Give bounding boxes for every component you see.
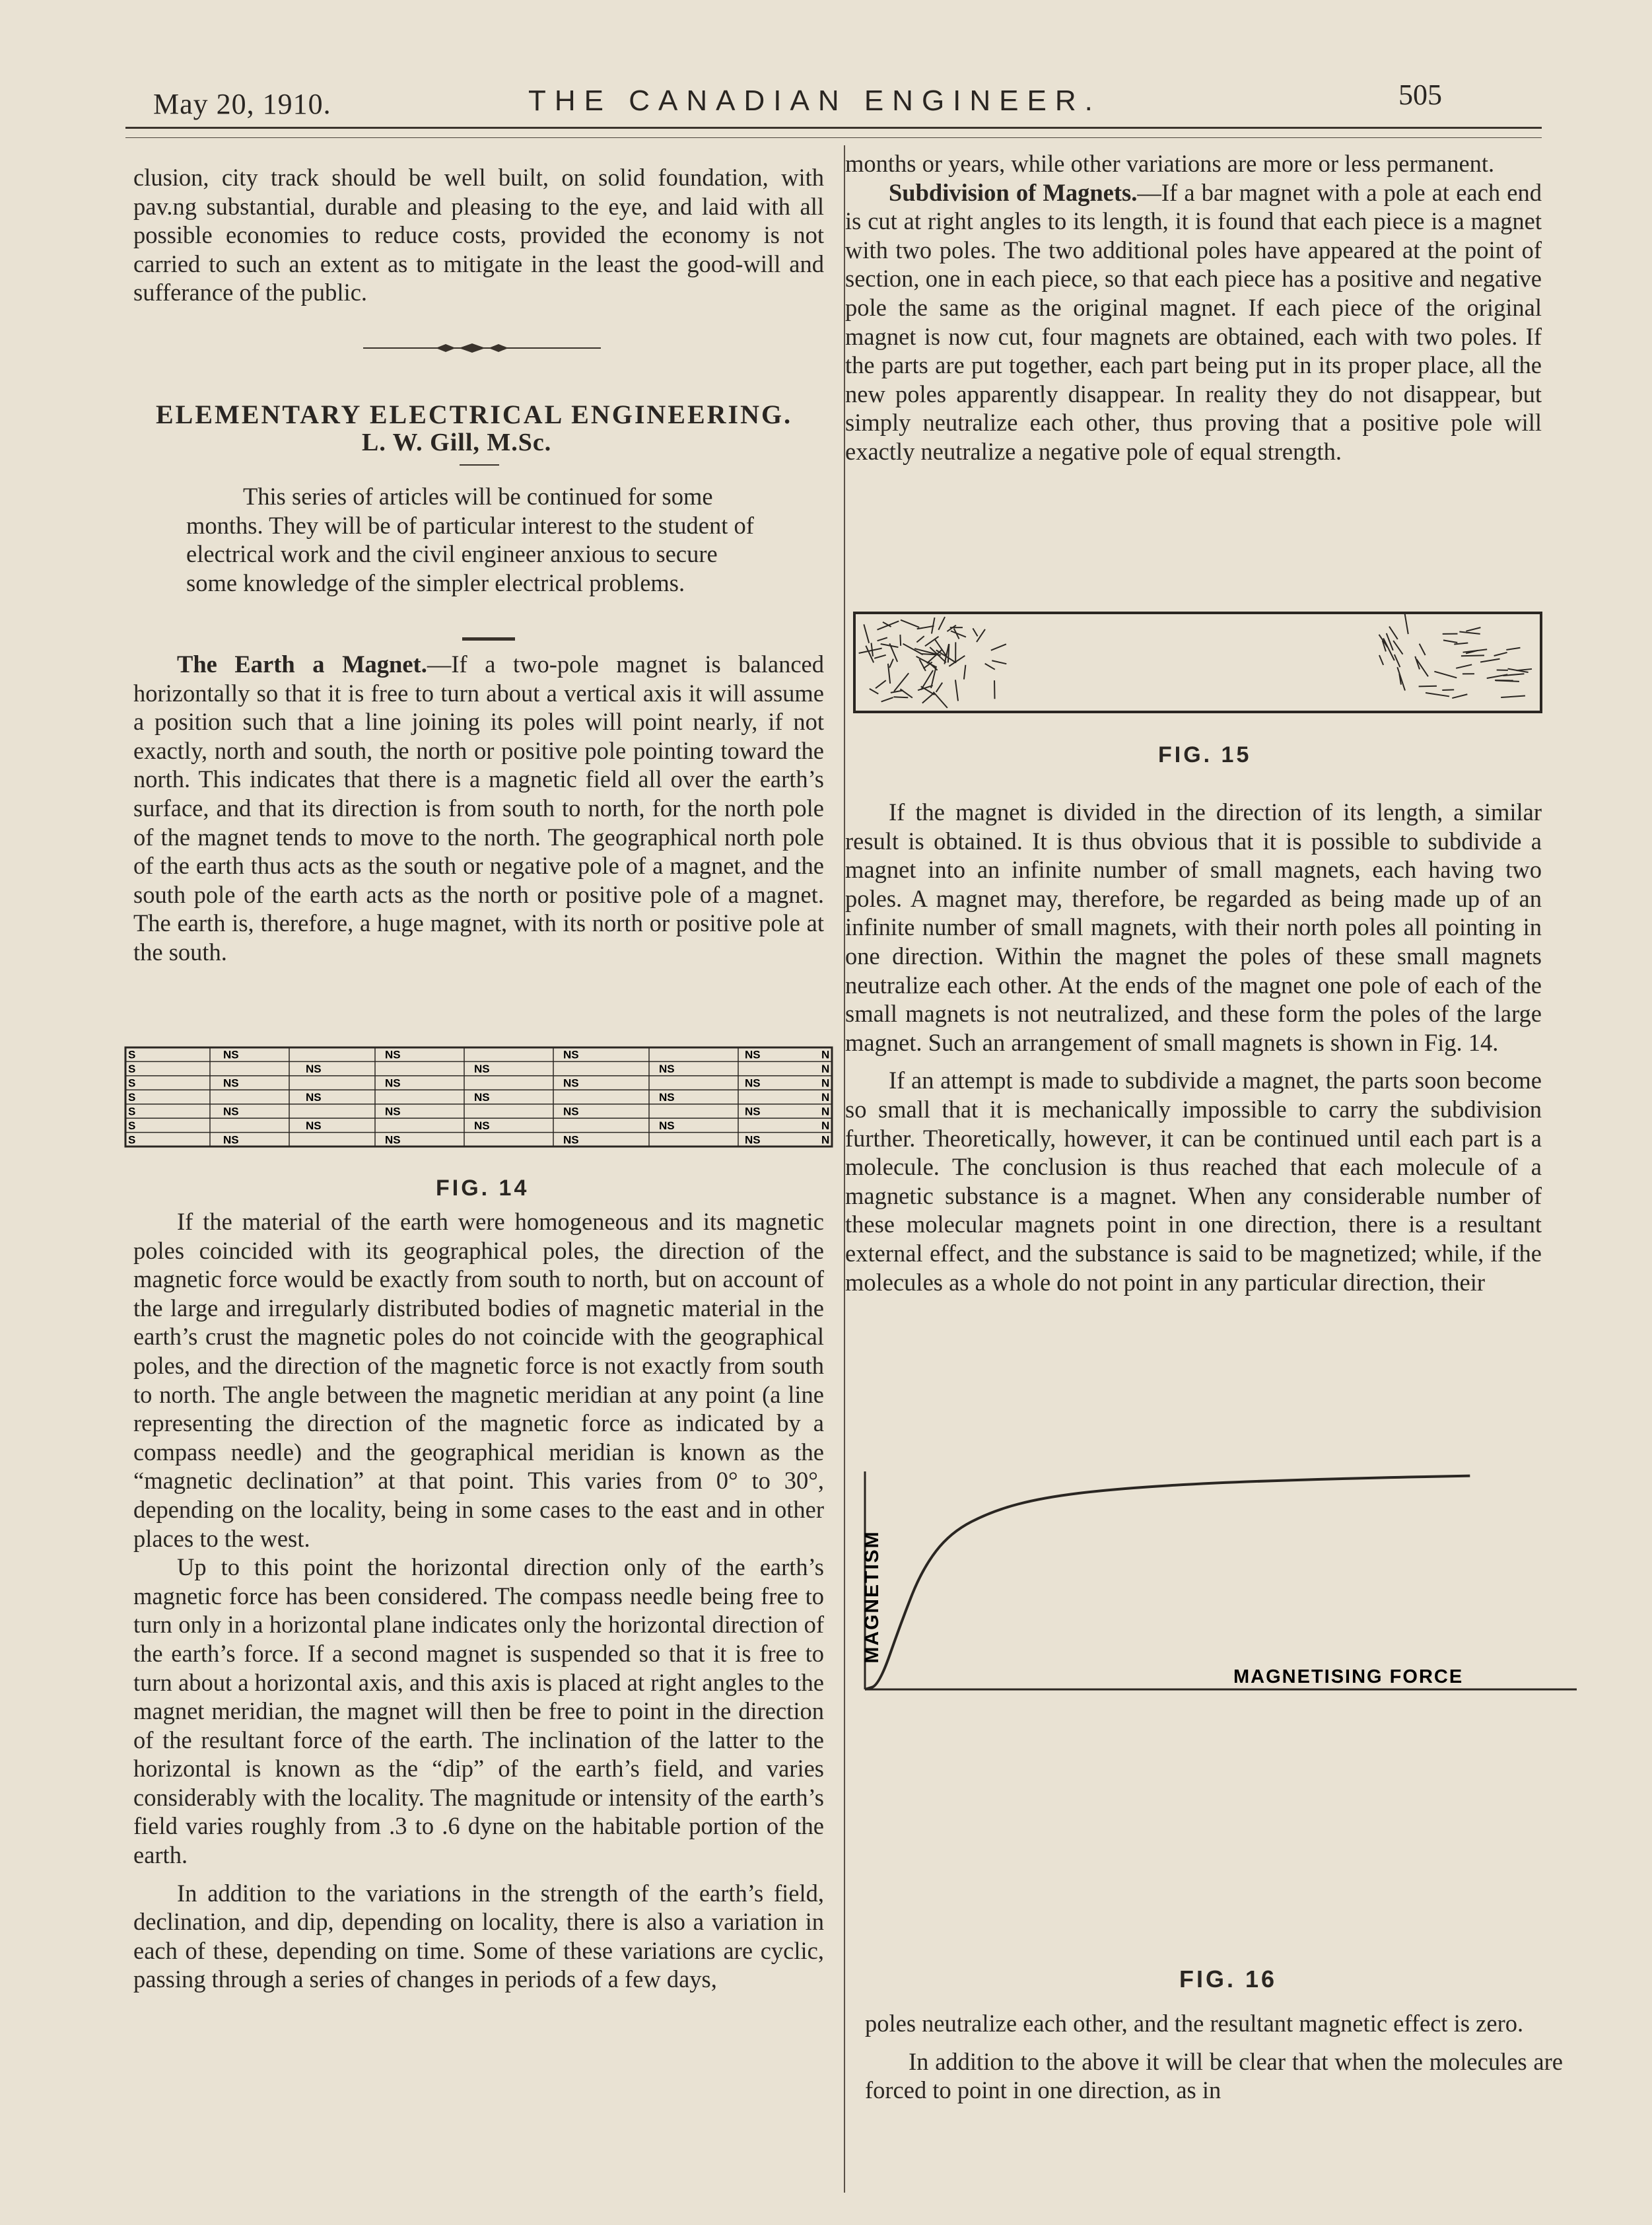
fig15-aligned-molecule: [1459, 631, 1480, 633]
earth-paragraph: [133, 650, 824, 967]
fig14-pole-ns: NS: [659, 1119, 675, 1132]
fig15-random-molecule: [991, 644, 1006, 650]
fig15-random-molecule: [917, 626, 934, 629]
fig14-pole-n: N: [821, 1105, 830, 1118]
fig15-random-molecule: [934, 692, 947, 708]
fig16-caption: FIG. 16: [1179, 1965, 1278, 1993]
fig14-pole-ns: NS: [659, 1091, 675, 1104]
subdivision-heading: Subdivision of Magnets.: [889, 178, 1138, 206]
fig14-pole-ns: NS: [659, 1063, 675, 1076]
subdivision-text: —If a bar magnet with a pole at each end is cut at right angles to its length, it is found that each piece is a magnet with two poles. The two additional poles have appeared at the point of section, one in each piece, so that each piece has a positive and negative pole the same as the original magnet. If each piece of the original magnet is now cut, four magnets are obtained, each with two poles. If the parts are put together, each part being put in its proper place, all the new poles apparently disappear. In reality they do not disappear, but simply neutralize each other, thus proving that a positive pole will exactly neutralize a negative pole of equal strength.: [845, 178, 1542, 465]
fig15-random-molecule: [949, 656, 965, 666]
fig14-pole-n: N: [821, 1048, 830, 1061]
fig16-y-label: MAGNETISM: [861, 1530, 883, 1664]
fig14-caption: FIG. 14: [436, 1176, 530, 1201]
fig15-caption: FIG. 15: [1158, 742, 1252, 767]
author-rule: [460, 464, 499, 466]
fig15-aligned-molecule: [1416, 659, 1428, 676]
fig14-pole-n: N: [821, 1063, 830, 1076]
fig15-random-molecule: [900, 635, 901, 646]
fig14-pole-ns: NS: [563, 1105, 579, 1118]
page-number: 505: [1398, 79, 1442, 111]
fig15-random-molecule: [894, 673, 909, 691]
fig14-pole-ns: NS: [745, 1077, 761, 1090]
fig15-aligned-molecule: [1480, 659, 1499, 662]
material-paragraph: If the material of the earth were homogeneous and its magnetic poles coincided with its geographical poles, the direction of the magnetic force would be exactly from south to north, but on account of the large and irregularly distributed bodies of magnetic material in the earth’s crust the magnetic poles do not coincide with the geographical poles, and the direction of the magnetic force is not exactly from south to north. The angle between the magnetic meridian at any point (a line representing the direction of the magnetic force as indicated by a compass needle) and the geographical meridian is known as the “magnetic declination” at that point. This varies from 0° to 30°, depending on the locality, being in some cases to the east and in other places to the west.: [133, 1208, 824, 1552]
fig15-aligned-molecule: [1379, 655, 1383, 665]
fig15-random-molecule: [876, 680, 886, 688]
upto-paragraph: Up to this point the horizontal direction only of the earth’s magnetic force has been considered. The compass needle being free to turn only in a horizontal plane indicates only the horizontal direction of the earth’s force. If a second magnet is suspended so that it is free to turn about a horizontal axis, and this axis is placed at right angles to the magnet meridian, the magnet will then be free to point in the direction of the resultant force of the earth. The inclination of the latter to the horizontal is known as the “dip” of the earth’s field, and varies considerably with the locality. The magnitude or intensity of the earth’s field varies roughly from .3 to .6 dyne on the habitable portion of the earth.: [133, 1553, 824, 1869]
fig14-pole-ns: NS: [385, 1077, 401, 1090]
fig14-pole-ns: NS: [563, 1133, 579, 1147]
fig14-pole-s: S: [128, 1119, 136, 1132]
fig14-pole-n: N: [821, 1133, 830, 1147]
fig14-pole-s: S: [128, 1105, 136, 1118]
fig15-random-molecule: [859, 649, 882, 653]
fig14-pole-s: S: [128, 1133, 136, 1147]
fig15-random-molecule: [931, 666, 936, 688]
fig14-pole-ns: NS: [223, 1105, 239, 1118]
above-paragraph: In addition to the above it will be clear that when the molecules are forced to point in one direction, as in: [865, 2047, 1563, 2104]
fig15-aligned-molecule: [1397, 667, 1405, 690]
poles-paragraph: poles neutralize each other, and the resultant magnetic effect is zero.: [865, 2010, 1524, 2037]
fig14-pole-ns: NS: [474, 1063, 490, 1076]
right-middle: [845, 798, 1542, 1296]
fig15-aligned-molecule: [1454, 643, 1468, 645]
fig15-aligned-molecule: [1463, 649, 1488, 652]
fig14-pole-ns: NS: [306, 1063, 322, 1076]
fig14-pole-ns: NS: [306, 1119, 322, 1132]
issue-date: May 20, 1910.: [153, 88, 331, 120]
intro-paragraph: This series of articles will be continued for some months. They will be of particular interest to the student of electrical work and the civil engineer anxious to secure some knowledge of the simpler electrical problems.: [186, 483, 754, 596]
fig15-aligned-molecule: [1434, 672, 1457, 678]
fig15-aligned-molecule: [1494, 653, 1507, 656]
left-body: [133, 1207, 824, 1994]
fig15-aligned-molecule: [1426, 693, 1449, 697]
fig15-random-molecule: [922, 693, 934, 703]
fig15-aligned-molecule: [1487, 674, 1508, 678]
right-bottom: [865, 2009, 1563, 2105]
fig14-pole-s: S: [128, 1048, 136, 1061]
intro-rule: [462, 637, 515, 641]
earth-text: —If a two-pole magnet is balanced horizontally so that it is free to turn about a vertical axis it will assume a position such that a line joining its poles will point nearly, if not exactly, north and south, the north or positive pole pointing toward the north. This indicates that there is a magnetic field all over the earth’s surface, and that its direction is from south to north, for the north pole of the magnet tends to move to the north. The geographical north pole of the earth thus acts as the south or negative pole of a magnet, and the south pole of the earth acts as the north or positive pole of a magnet. The earth is, therefore, a huge magnet, with its north or positive pole at the south.: [133, 651, 824, 966]
continuation-paragraph: clusion, city track should be well built, on solid foundation, with pav.ng substantial, durable and pleasing to the eye, and laid with all possible economies to reduce costs, provided the economy is not carried to such an extent as to mitigate in the least the good-will and sufferance of the public.: [133, 164, 824, 306]
fig14-pole-ns: NS: [306, 1091, 322, 1104]
fig15-aligned-molecule: [1404, 612, 1408, 634]
fig15-aligned-molecule: [1442, 689, 1454, 690]
article-title: ELEMENTARY ELECTRICAL ENGINEERING.: [156, 400, 793, 429]
fig15-random-molecule: [870, 689, 878, 694]
subdivision-paragraph: [845, 178, 1542, 466]
fig15-aligned-molecule: [1461, 655, 1484, 656]
fig15-random-molecule: [936, 683, 943, 692]
fig14-pole-n: N: [821, 1091, 830, 1104]
article-author: L. W. Gill, M.Sc.: [362, 429, 552, 456]
fig15-random-molecule: [891, 690, 903, 693]
fig16-x-label: MAGNETISING FORCE: [1233, 1666, 1464, 1687]
fig16-chart: [852, 1465, 1585, 1769]
fig15-random-molecule: [864, 624, 869, 643]
ornamental-rule: [363, 338, 601, 358]
earth-section: [133, 650, 824, 967]
fig14-pole-ns: NS: [745, 1048, 761, 1061]
fig15-aligned-molecule: [1501, 695, 1525, 697]
fig14-pole-ns: NS: [745, 1105, 761, 1118]
fig14-pole-ns: NS: [563, 1048, 579, 1061]
earth-heading: The Earth a Magnet.: [177, 651, 427, 678]
fig14-pole-n: N: [821, 1077, 830, 1090]
fig14-pole-ns: NS: [223, 1048, 239, 1061]
fig15-aligned-molecule: [1419, 686, 1437, 687]
fig15-aligned-molecule: [1394, 654, 1400, 667]
fig15-random-molecule: [874, 655, 885, 658]
fig14-pole-ns: NS: [745, 1133, 761, 1147]
fig14-pole-ns: NS: [223, 1133, 239, 1147]
fig15-aligned-molecule: [1420, 644, 1426, 655]
fig14-pole-ns: NS: [385, 1048, 401, 1061]
fig15-random-molecule: [985, 664, 995, 670]
fig15-random-molecule: [900, 689, 912, 697]
addition-paragraph: In addition to the variations in the strength of the earth’s field, declination, and dip, depending on locality, there is also a variation in each of these, depending on time. Some of these variations are cyclic, passing through a series of changes in periods of a few days,: [133, 1879, 824, 1993]
fig15-aligned-molecule: [1443, 640, 1457, 643]
fig14-pole-ns: NS: [385, 1105, 401, 1118]
fig15-diagram: [853, 612, 1543, 716]
fig15-random-molecule: [938, 617, 945, 630]
fig15-random-molecule: [916, 636, 924, 642]
fig15-aligned-molecule: [1452, 694, 1467, 698]
journal-title: THE CANADIAN ENGINEER.: [528, 85, 1101, 117]
fig15-aligned-molecule: [1393, 641, 1402, 654]
divided-paragraph: If the magnet is divided in the direction of its length, a similar result is obtained. It is thus obvious that it is possible to subdivide a magnet into an infinite number of small magnets, each having two poles. A magnet may, therefore, be regarded as being made up of an infinite number of small magnets, with their north poles all pointing in one direction. Within the magnet the poles of these small magnets neutralize each other. At the ends of the magnet one pole of each of the small magnets is not neutralized, and these form the poles of the large magnet. Such an arrangement of small magnets is shown in Fig. 14.: [845, 798, 1542, 1056]
fig14-pole-s: S: [128, 1063, 136, 1076]
fig14-pole-ns: NS: [474, 1091, 490, 1104]
fig15-aligned-molecule: [1496, 680, 1519, 682]
fig15-aligned-molecule: [1389, 627, 1398, 639]
fig14-pole-ns: NS: [223, 1077, 239, 1090]
fig15-random-molecule: [901, 620, 919, 627]
fig15-aligned-molecule: [1466, 627, 1480, 631]
fig14-diagram: [124, 1046, 834, 1148]
right-continuation: months or years, while other variations are more or less permanent.: [845, 150, 1495, 177]
fig16-magnetisation-curve: [865, 1476, 1470, 1689]
right-top: [845, 149, 1542, 466]
fig15-random-molecule: [973, 628, 977, 636]
fig15-random-molecule: [992, 660, 1006, 664]
fig15-aligned-molecule: [1456, 664, 1472, 668]
fig14-pole-ns: NS: [385, 1133, 401, 1147]
fig15-random-molecule: [955, 680, 958, 701]
fig15-aligned-molecule: [1517, 669, 1532, 670]
fig15-random-molecule: [881, 697, 893, 701]
fig15-random-molecule: [878, 637, 887, 641]
fig15-random-molecule: [903, 644, 923, 654]
fig14-pole-ns: NS: [563, 1077, 579, 1090]
fig15-random-molecule: [964, 665, 965, 680]
fig15-aligned-molecule: [1506, 648, 1520, 650]
series-intro: [186, 482, 774, 597]
header-rule-thin: [125, 137, 1542, 138]
fig14-pole-s: S: [128, 1091, 136, 1104]
fig14-pole-n: N: [821, 1119, 830, 1132]
fig14-pole-s: S: [128, 1077, 136, 1090]
header-rule: [125, 127, 1542, 129]
fig15-random-molecule: [889, 659, 893, 668]
attempt-paragraph: If an attempt is made to subdivide a magnet, the parts soon become so small that it is mechanically impossible to carry the subdivision further. Theoretically, however, it can be continued until each part is a molecule. The conclusion is thus reached that each molecule of a magnetic substance is a magnet. When any considerable number of these molecular magnets point in one direction, there is a resultant external effect, and the substance is said to be magnetized; while, if the molecules as a whole do not point in any particular direction, their: [845, 1067, 1542, 1296]
fig14-pole-ns: NS: [474, 1119, 490, 1132]
left-continuation: [133, 163, 824, 307]
